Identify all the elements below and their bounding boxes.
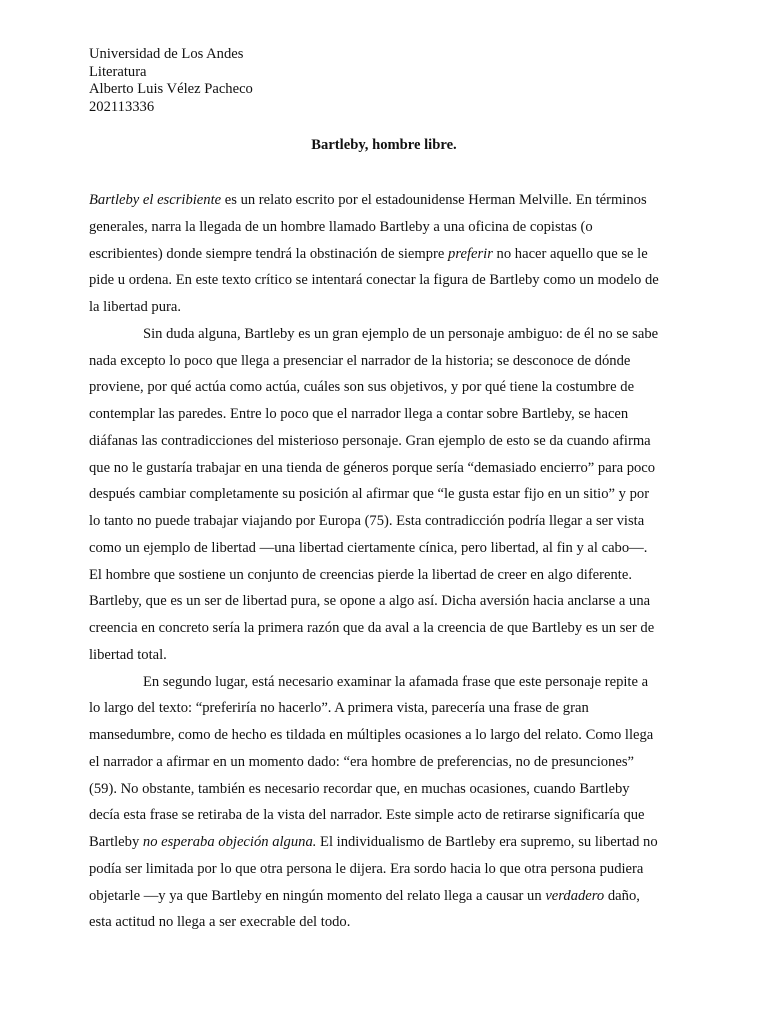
text-line [89, 588, 679, 615]
text-run: nada excepto lo poco que llega a presenciar el narrador de la historia; se desconoce de dónde [89, 352, 631, 369]
text-run: (59). No obstante, también es necesario recordar que, en muchas ocasiones, cuando Bartleby [89, 780, 630, 797]
text-run: después cambiar completamente su posición al afirmar que “le gusta estar fijo en un sitio” y por [89, 486, 650, 503]
text-run: escribientes) donde siempre tendrá la obstinación de siempre [89, 245, 449, 262]
italic-text: no esperaba objeción alguna. [142, 834, 317, 850]
student-id: 202113336 [89, 98, 155, 115]
course-name: Literatura [89, 63, 147, 80]
text-line [89, 829, 679, 856]
text-run: lo largo del texto: “preferiría no hacerlo”. A primera vista, parecería una frase de gran [89, 700, 589, 717]
text-run: como un ejemplo de libertad —una libertad ciertamente cínica, pero libertad, al fin y al cabo—. [89, 539, 648, 556]
text-line [89, 348, 679, 375]
text-run: no hacer aquello que se le [492, 245, 648, 262]
text-run: El individualismo de Bartleby era supremo, su libertad no [316, 834, 658, 850]
text-run: Bartleby [89, 834, 143, 850]
text-line [89, 695, 679, 722]
text-line [89, 642, 679, 669]
essay-title: Bartleby, hombre libre. [311, 137, 457, 153]
university-name: Universidad de Los Andes [89, 46, 244, 62]
header-block [89, 46, 679, 116]
text-run: Bartleby, que es un ser de libertad pura, se opone a algo así. Dicha aversión hacia anclarse a una [89, 593, 651, 610]
text-run: podía ser limitada por lo que otra persona le dijera. Era sordo hacia lo que otra persona pudiera [89, 860, 644, 877]
text-run: lo tanto no puede trabajar viajando por Europa (75). Esta contradicción podría llegar a ser vista [89, 513, 645, 529]
text-line [89, 321, 679, 348]
essay-body [89, 187, 679, 936]
text-run: diáfanas las contradicciones del misterioso personaje. Gran ejemplo de esto se da cuando afirma [89, 432, 651, 449]
text-line [89, 856, 679, 883]
text-line [89, 615, 679, 642]
text-line [89, 883, 679, 910]
text-line [89, 428, 679, 455]
text-line [89, 562, 679, 589]
text-run: El hombre que sostiene un conjunto de creencias pierde la libertad de creer en algo diferente. [89, 566, 632, 583]
text-line [89, 776, 679, 803]
text-run: daño, [604, 887, 640, 904]
text-run: Sin duda alguna, Bartleby es un gran ejemplo de un personaje ambiguo: de él no se sabe [143, 325, 659, 342]
text-run: que no le gustaría trabajar en una tienda de géneros porque sería “demasiado encierro” para poco [89, 459, 656, 476]
text-run: libertad total. [89, 646, 167, 663]
text-run: el narrador a afirmar en un momento dado: “era hombre de preferencias, no de presunciones” [89, 753, 634, 770]
author-name: Alberto Luis Vélez Pacheco [89, 81, 253, 98]
italic-text: preferir [448, 245, 493, 262]
text-line [89, 455, 679, 482]
text-line [89, 508, 679, 535]
text-line [89, 187, 679, 214]
italic-text: Bartleby el escribiente [89, 192, 222, 208]
text-line [89, 749, 679, 776]
text-line [89, 802, 679, 829]
text-line [89, 669, 679, 696]
text-run: En segundo lugar, está necesario examinar la afamada frase que este personaje repite a [143, 673, 649, 690]
text-run: proviene, por qué actúa como actúa, cuáles son sus objetivos, y por qué tiene la costumbre de [89, 379, 635, 396]
text-run: contemplar las paredes. Entre lo poco que el narrador llega a contar sobre Bartleby, se hacen [89, 406, 629, 422]
text-run: esta actitud no llega a ser execrable del todo. [89, 914, 351, 931]
text-run: es un relato escrito por el estadounidense Herman Melville. En términos [221, 192, 647, 208]
italic-text: verdadero [545, 887, 605, 904]
text-line [89, 241, 679, 268]
text-line [89, 214, 679, 241]
text-line [89, 535, 679, 562]
text-line [89, 267, 679, 294]
text-run: creencia en concreto sería la primera razón que da aval a la creencia de que Bartleby es un ser de [89, 620, 655, 636]
text-line [89, 722, 679, 749]
text-line [89, 374, 679, 401]
text-run: objetarle —y ya que Bartleby en ningún momento del relato llega a causar un [89, 887, 546, 904]
text-line [89, 909, 679, 936]
text-run: la libertad pura. [89, 299, 181, 315]
text-run: pide u ordena. En este texto crítico se intentará conectar la figura de Bartleby como un modelo de [89, 272, 659, 289]
text-run: mansedumbre, como de hecho es tildada en múltiples ocasiones a lo largo del relato. Como llega [89, 727, 654, 743]
text-line [89, 481, 679, 508]
text-run: generales, narra la llegada de un hombre llamado Bartleby a una oficina de copistas (o [89, 218, 593, 235]
text-run: decía esta frase se retiraba de la vista del narrador. Este simple acto de retirarse significaría que [89, 807, 645, 824]
text-line [89, 401, 679, 428]
text-line [89, 294, 679, 321]
